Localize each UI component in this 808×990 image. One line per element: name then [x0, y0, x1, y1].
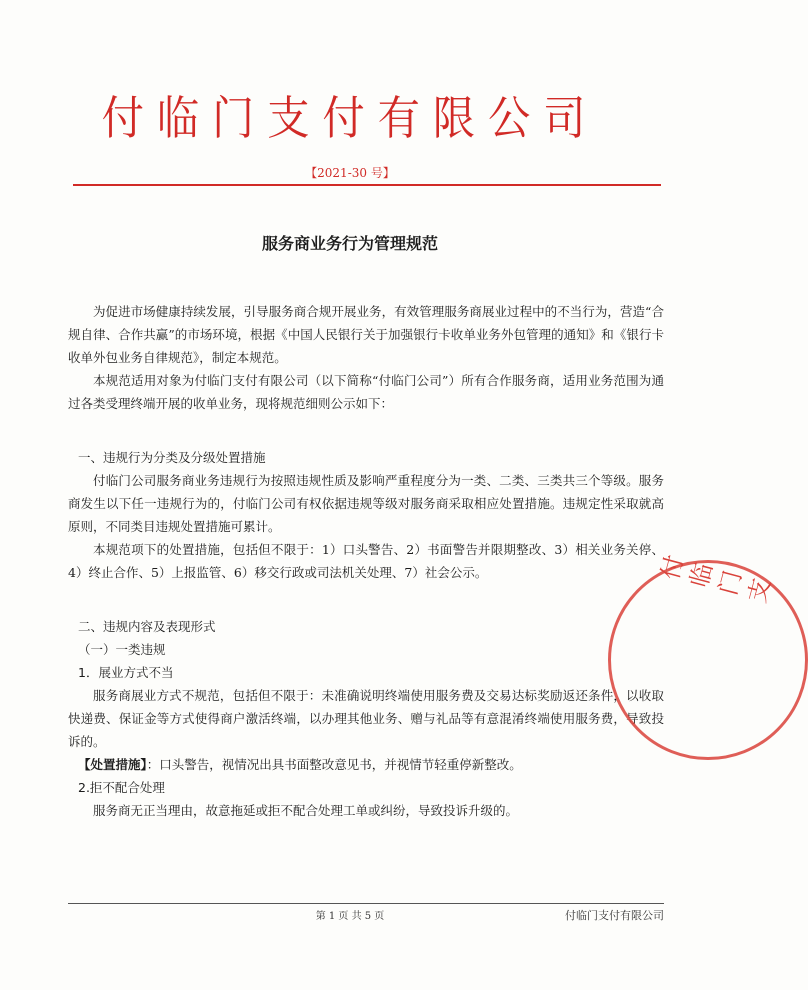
- section-1-paragraph-2: 本规范项下的处置措施，包括但不限于：1）口头警告、2）书面警告并限期整改、3）相关业务关停、4）终止合作、5）上报监管、6）移交行政或司法机关处理、7）社会公示。: [68, 542, 664, 580]
- company-seal: [608, 560, 808, 760]
- intro-paragraph-1: 为促进市场健康持续发展，引导服务商合规开展业务，有效管理服务商展业过程中的不当行为，营造“合规自律、合作共赢”的市场环境，根据《中国人民银行关于加强银行卡收单业务外包管理的通知》和《银行卡收单外包业务自律规范》，制定本规范。: [68, 304, 664, 365]
- company-seal-text: 付临门支: [655, 552, 777, 606]
- section-1-heading: 一、违规行为分类及分级处置措施: [78, 450, 266, 465]
- measure-label: 【处置措施】: [78, 757, 147, 772]
- item-2-title: 2.拒不配合处理: [78, 780, 165, 795]
- section-2-subheading: （一）一类违规: [78, 642, 166, 657]
- letterhead-company-name: 付临门支付有限公司: [101, 91, 599, 145]
- document-body: [68, 300, 664, 822]
- letterhead-divider: [73, 184, 661, 186]
- intro-paragraph-2: 本规范适用对象为付临门支付有限公司（以下简称“付临门公司”）所有合作服务商，适用业务范围为通过各类受理终端开展的收单业务，现将规范细则公示如下：: [68, 373, 664, 411]
- measure-text: ：口头警告，视情况出具书面整改意见书，并视情节轻重停新整改。: [146, 757, 522, 772]
- section-2-heading: 二、违规内容及表现形式: [78, 619, 216, 634]
- footer-divider: [68, 903, 664, 904]
- item-1-measure: [68, 753, 664, 776]
- item-2-text: 服务商无正当理由，故意拖延或拒不配合处理工单或纠纷，导致投诉升级的。: [93, 803, 519, 818]
- document-title: 服务商业务行为管理规范: [261, 234, 438, 253]
- document-number: 【2021-30 号】: [305, 166, 395, 180]
- section-1-paragraph-1: 付临门公司服务商业务违规行为按照违规性质及影响严重程度分为一类、二类、三类共三个等级。服务商发生以下任一违规行为的，付临门公司有权依据违规等级对服务商采取相应处置措施。违规定性采取就高原则，不同类目违规处置措施可累计。: [68, 473, 664, 534]
- item-1-text: 服务商展业方式不规范，包括但不限于：未准确说明终端使用服务费及交易达标奖励返还条件，以收取快递费、保证金等方式使得商户激活终端，以办理其他业务、赠与礼品等有意混淆终端使用服务费，导致投诉的。: [68, 688, 664, 749]
- footer-company-name: 付临门支付有限公司: [565, 909, 664, 922]
- page-number: 第 1 页 共 5 页: [315, 911, 385, 922]
- item-1-title: 1．展业方式不当: [78, 665, 174, 680]
